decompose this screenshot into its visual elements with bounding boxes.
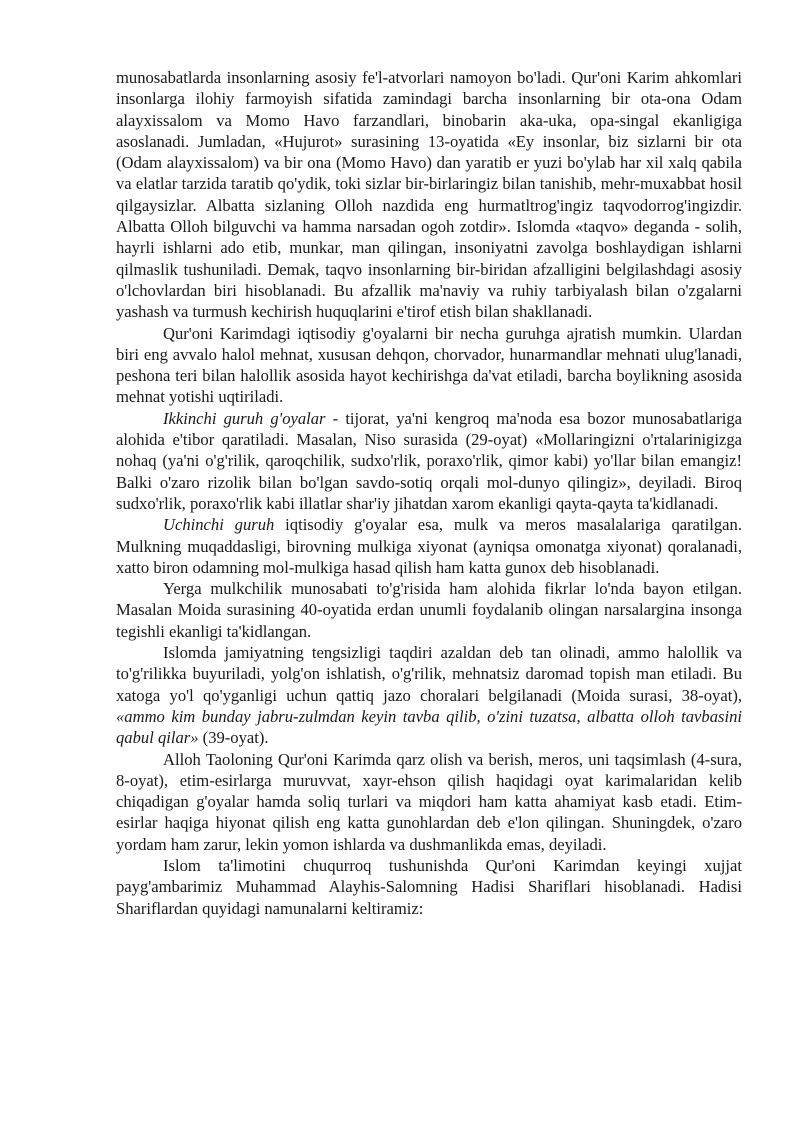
paragraph-inequality bbox=[116, 642, 742, 748]
second-group-heading: Ikkinchi guruh g'oyalar bbox=[163, 408, 326, 428]
paragraph-continuation: munosabatlarda insonlarning asosiy fe'l-atvorlari namoyon bo'ladi. Qur'oni Karim ahkomlari insonlarga ilohiy farmoyish sifatida zamindagi barcha insonlarning bir ota-ona Odam alayxissalom va Momo Havo farzandlari, binobarin aka-uka, opa-singal ekanligiga asoslanadi. Jumladan, «Hujurot» surasining 13-oyatida «Ey insonlar, biz sizlarni bir ota (Odam alayxissalom) va bir ona (Momo Havo) dan yaratib er yuzi bo'ylab har xil xalq qabila va elatlar tarzida taratib qo'ydik, toki sizlar bir-birlaringiz bilan tanishib, mehr-muxabbat hosil qilgaysizlar. Albatta sizlaning Olloh nazdida eng hurmatltrog'ingiz taqvodorrog'ingizdir. Albatta Olloh bilguvchi va hamma narsadan ogoh zotdir». Islomda «taqvo» deganda - solih, hayrli ishlarni ado etib, munkar, man qilingan, insoniyatni zavolga boshlaydigan ishlarni qilmaslik tushuniladi. Demak, taqvo insonlarning bir-biridan afzalligini belgilashdagi asosiy o'lchovlardan biri hisoblanadi. Bu afzallik ma'naviy va ruhiy tarbiyalash bilan o'zgalarni yashash va turmush kechirish huquqlarini e'tirof etish bilan shakllanadi. bbox=[116, 68, 742, 322]
paragraph-land-ownership: Yerga mulkchilik munosabati to'g'risida ham alohida fikrlar lo'nda bayon etilgan. Masalan Moida surasining 40-oyatida erdan unumli foydalanib olingan narsalargina insonga tegishli ekanligi ta'kidlangan. bbox=[116, 579, 742, 641]
paragraph-hadith: Islom ta'limotini chuqurroq tushunishda Qur'oni Karimdan keyingi xujjat payg'ambarimiz Muhammad Alayhis-Salomning Hadisi Shariflari hisoblanadi. Hadisi Shariflardan quyidagi namunalarni keltiramiz: bbox=[116, 855, 742, 918]
paragraph-second-group bbox=[116, 408, 742, 514]
inequality-text-end: (39-oyat). bbox=[198, 728, 269, 748]
third-group-heading: Uchinchi guruh bbox=[163, 515, 275, 535]
paragraph-first-group: Qur'oni Karimdagi iqtisodiy g'oyalarni bir necha guruhga ajratish mumkin. Ulardan biri eng avvalo halol mehnat, xususan dehqon, chorvador, hunarmandlar mehnati ulug'lanadi, peshona teri bilan halollik asosida hayot kechirishga da'vat etiladi, barcha boylikning asosida mehnat yotishi uqtiriladi. bbox=[116, 323, 742, 407]
second-group-text: - tijorat, ya'ni kengroq ma'noda esa bozor munosabatlariga alohida e'tibor qaratiladi. Masalan, Niso surasida (29-oyat) «Mollaringizni o'rtalarinigizga nohaq (ya'ni o'g'rilik, qaroqchilik, sudxo'rlik, poraxo'rlik, qimor kabi) yo'llar bilan emangiz! Balki o'zaro rizolik bilan bo'lgan savdo-sotiq orqali mol-dunyo qilingiz», deyiladi. Biroq sudxo'rlik, poraxo'rlik kabi illatlar shar'iy jihatdan xarom ekanligi qayta-qayta ta'kidlanadi. bbox=[116, 408, 742, 513]
third-group-text: iqtisodiy g'oyalar esa, mulk va meros masalalariga qaratilgan. Mulkning muqaddasligi, birovning mulkiga xiyonat (ayniqsa omonatga xiyonat) qoralanadi, xatto biron odamning mol-mulkiga hasad qilish ham katta gunox deb hisoblanadi. bbox=[116, 515, 742, 577]
paragraph-third-group bbox=[116, 514, 742, 578]
document-page bbox=[116, 67, 742, 919]
quran-quote: «ammo kim bunday jabru-zulmdan keyin tavba qilib, o'zini tuzatsa, albatta olloh tavbasini qabul qilar» bbox=[116, 706, 742, 748]
inequality-text-start: Islomda jamiyatning tengsizligi taqdiri azaldan deb tan olinadi, ammo halollik va to'g'rilikka buyuriladi, yolg'on ishlatish, o'g'rilik, mehnatsiz daromad topish man etiladi. Bu xatoga yo'l qo'yganligi uchun qattiq jazo choralari belgilanadi (Moida surasi, 38-oyat), bbox=[116, 643, 742, 705]
paragraph-debt-inheritance: Alloh Taoloning Qur'oni Karimda qarz olish va berish, meros, uni taqsimlash (4-sura, 8-oyat), etim-esirlarga muruvvat, xayr-ehson qilish haqidagi oyat karimalaridan kelib chiqadigan g'oyalar hamda soliq turlari va miqdori ham katta ahamiyat kasb etadi. Etim-esirlar haqiga hiyonat qilish eng katta gunohlardan deb e'lon qilingan. Shuningdek, o'zaro yordam ham zarur, lekin yomon ishlarda va dushmanlikda emas, deyiladi. bbox=[116, 749, 742, 854]
